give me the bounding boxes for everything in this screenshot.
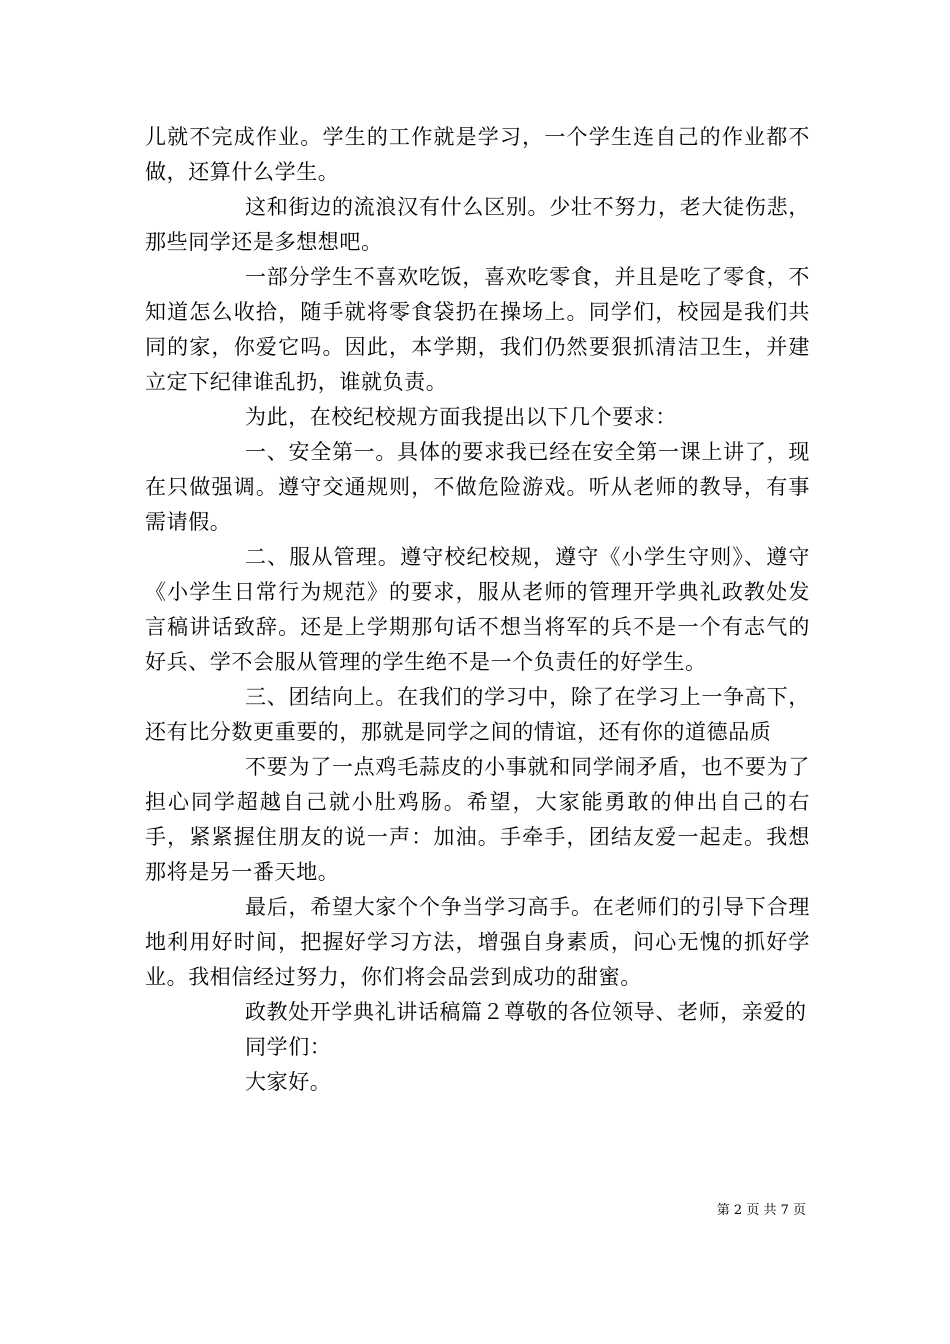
- paragraph: 三、团结向上。在我们的学习中，除了在学习上一争高下，还有比分数更重要的，那就是同学之间的情谊，还有你的道德品质: [145, 685, 810, 744]
- page-number-footer: 第 2 页 共 7 页: [716, 1203, 806, 1218]
- document-body: [145, 120, 810, 1100]
- paragraph: 一、安全第一。具体的要求我已经在安全第一课上讲了，现在只做强调。遵守交通规则，不做危险游戏。听从老师的教导，有事需请假。: [145, 440, 810, 534]
- paragraph: 儿就不完成作业。学生的工作就是学习，一个学生连自己的作业都不做，还算什么学生。: [145, 125, 810, 184]
- paragraph: 最后，希望大家个个争当学习高手。在老师们的引导下合理地利用好时间，把握好学习方法，增强自身素质，问心无愧的抓好学业。我相信经过努力，你们将会品尝到成功的甜蜜。: [145, 895, 810, 989]
- paragraph: 二、服从管理。遵守校纪校规，遵守《小学生守则》、遵守《小学生日常行为规范》的要求，服从老师的管理开学典礼政教处发言稿讲话致辞。还是上学期那句话不想当将军的兵不是一个有志气的好兵、学不会服从管理的学生绝不是一个负责任的好学生。: [145, 545, 810, 674]
- paragraph: 同学们：: [245, 1035, 332, 1059]
- paragraph: 一部分学生不喜欢吃饭，喜欢吃零食，并且是吃了零食，不知道怎么收拾，随手就将零食袋扔在操场上。同学们，校园是我们共同的家，你爱它吗。因此，本学期，我们仍然要狠抓清洁卫生，并建立定下纪律谁乱扔，谁就负责。: [145, 265, 810, 394]
- paragraph: 不要为了一点鸡毛蒜皮的小事就和同学闹矛盾，也不要为了担心同学超越自己就小肚鸡肠。希望，大家能勇敢的伸出自己的右手，紧紧握住朋友的说一声：加油。手牵手，团结友爱一起走。我想那将是另一番天地。: [145, 755, 810, 884]
- paragraph: 这和街边的流浪汉有什么区别。少壮不努力，老大徒伤悲，那些同学还是多想想吧。: [145, 195, 810, 254]
- paragraph: 政教处开学典礼讲话稿篇２尊敬的各位领导、老师，亲爱的: [245, 1000, 807, 1024]
- paragraph: 大家好。: [245, 1070, 332, 1094]
- paragraph: 为此，在校纪校规方面我提出以下几个要求：: [245, 405, 677, 429]
